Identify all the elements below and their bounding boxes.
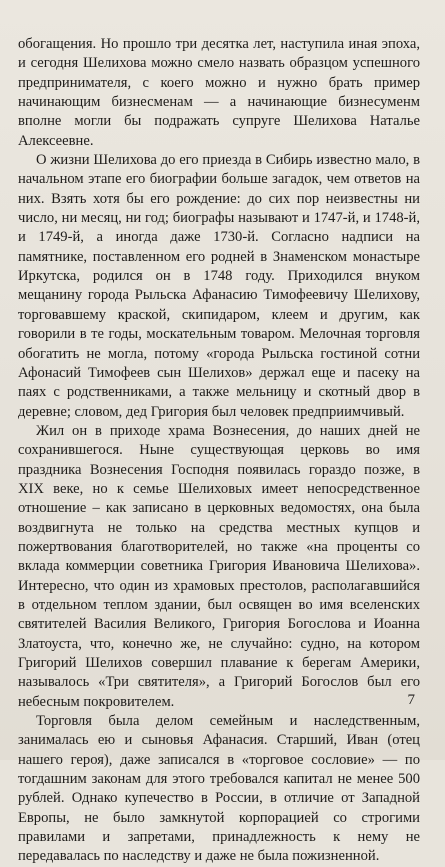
paragraph: О жизни Шелихова до его приезда в Сибирь известно мало, в начальном этапе его биографии больше загадок, чем ответов на них. Взять хотя бы его рождение: до сих пор неизвестны ни число, ни месяц, ни год; биографы называют и 1747-й, и 1748-й, и 1749-й, а иногда даже 1730-й. Согласно надписи на памятнике, поставленном его родней в Знаменском монастыре Иркутска, родился он в 1748 году. Приходился внуком мещанину города Рыльска Афанасию Тимофеевичу Шелихову, торговавшему краской, скипидаром, клеем и другим, как говорили в те годы, москательным товаром. Мелочная торговля обогатить не могла, потому «города Рыльска гостиной сотни Афонасий Тимофеев сын Шелихов» держал еще и пасеку на паях с родственниками, а также мельницу и скотный двор в деревне; словом, дед Григория был человек предприимчивый. (18, 152, 420, 420)
page-number: 7 (407, 692, 415, 708)
body-text (18, 35, 420, 867)
paragraph: обогащения. Но прошло три десятка лет, наступила иная эпоха, и сегодня Шелихова можно смело назвать образцом успешного предпринимателя, с коего можно и нужно брать пример начинающим бизнесменам — а начинающие бизнесуменм вполне могли бы подражать супруге Шелихова Наталье Алексеевне. (18, 36, 420, 149)
paragraph: Жил он в приходе храма Вознесения, до наших дней не сохранившегося. Ныне существующая церковь во имя праздника Вознесения Господня появилась гораздо позже, в XIX веке, но к семье Шелиховых имеет непосредственное отношение – как записано в церковных ведомостях, она была воздвигнута не только на средства местных купцов и пожертвования благотворителей, но также «на проценты со вклада коммерции советника Григория Ивановича Шелихова». Интересно, что один из храмовых престолов, располагавшийся в отдельном теплом здании, был освящен во имя вселенских святителей Василия Великого, Григория Богослова и Иоанна Златоуста, что, конечно же, не случайно: судно, на котором Григорий Шелихов совершил плавание к берегам Америки, называлось «Три святителя», а Григорий Богослов был его небесным покровителем. (18, 422, 420, 710)
paragraph: Торговля была делом семейным и наследственным, занималась ею и сыновья Афанасия. Старший, Иван (отец нашего героя), даже записался в «торговое сословие» — по тогдашним законам для этого требовался капитал не менее 500 рублей. Однако купечество в России, в отличие от Западной Европы, не было замкнутой корпорацией со строгими правилами и запретами, принадлежность к нему не передавалась по наследству и даже не была пожизненной. (18, 713, 420, 865)
